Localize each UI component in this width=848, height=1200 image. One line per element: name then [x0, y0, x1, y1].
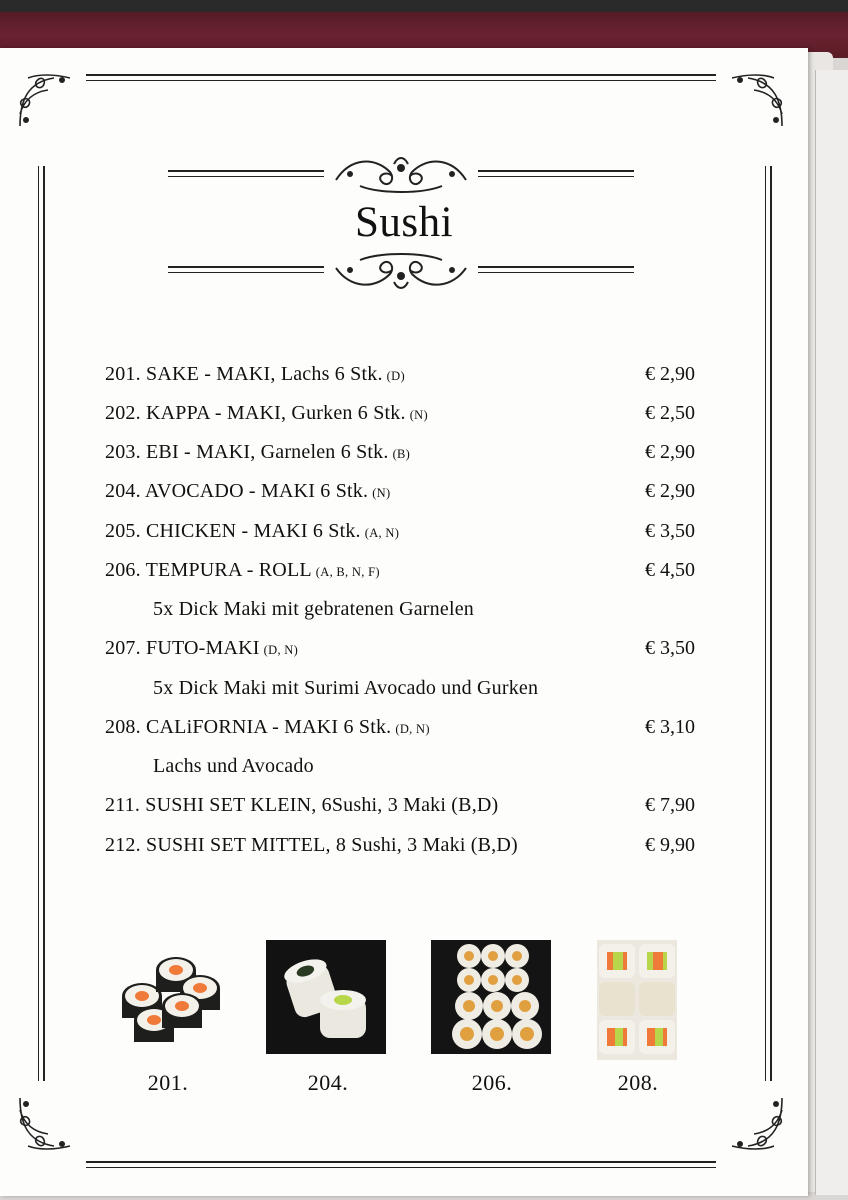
menu-item: [105, 520, 695, 550]
page-edge: [815, 70, 848, 1195]
item-allergens: (D, N): [395, 722, 430, 736]
menu-page: [0, 48, 808, 1196]
title-rule: [168, 266, 324, 273]
frame-left-rule: [38, 166, 45, 1081]
item-name: 208. CALiFORNIA - MAKI 6 Stk.: [105, 716, 392, 738]
menu-item: [105, 834, 695, 864]
item-name: 212. SUSHI SET MITTEL, 8 Sushi, 3 Maki (B,D): [105, 834, 518, 856]
menu-item-description: [105, 598, 695, 628]
flourish-icon: [330, 248, 472, 294]
item-allergens: (N): [409, 408, 428, 422]
menu-item: [105, 480, 695, 510]
menu-item: [105, 716, 695, 746]
photo-label: 208.: [617, 1070, 659, 1095]
item-allergens: (N): [372, 486, 391, 500]
item-price: € 2,50: [645, 402, 695, 424]
menu-item-description: [105, 755, 695, 785]
item-price: € 2,90: [645, 480, 695, 502]
title-rule: [478, 266, 634, 273]
frame-right-rule: [765, 166, 772, 1081]
menu-item: [105, 441, 695, 471]
corner-ornament-icon: [726, 1092, 788, 1154]
item-name: 201. SAKE - MAKI, Lachs 6 Stk.: [105, 363, 383, 385]
item-name: 206. TEMPURA - ROLL: [105, 559, 312, 581]
menu-item: [105, 363, 695, 393]
item-name: 205. CHICKEN - MAKI 6 Stk.: [105, 520, 361, 542]
photo-label: 204.: [307, 1070, 349, 1095]
item-name: 204. AVOCADO - MAKI 6 Stk.: [105, 480, 369, 502]
avocado-maki-photo: [266, 940, 386, 1054]
flourish-icon: [330, 150, 472, 196]
title-rule: [478, 170, 634, 177]
item-description: 5x Dick Maki mit gebratenen Garnelen: [153, 598, 474, 620]
item-name: 203. EBI - MAKI, Garnelen 6 Stk.: [105, 441, 389, 463]
item-allergens: (A, B, N, F): [315, 565, 380, 579]
item-description: 5x Dick Maki mit Surimi Avocado und Gurken: [153, 677, 539, 699]
corner-ornament-icon: [14, 70, 76, 132]
menu-item: [105, 402, 695, 432]
menu-item: [105, 794, 695, 824]
item-price: € 3,10: [645, 716, 695, 738]
title-rule: [168, 170, 324, 177]
menu-item: [105, 559, 695, 589]
item-name: 211. SUSHI SET KLEIN, 6Sushi, 3 Maki (B,D): [105, 794, 499, 816]
item-name: 207. FUTO-MAKI: [105, 637, 260, 659]
item-price: € 3,50: [645, 520, 695, 542]
california-maki-photo: [597, 940, 677, 1060]
item-name: 202. KAPPA - MAKI, Gurken 6 Stk.: [105, 402, 406, 424]
item-allergens: (D): [386, 369, 405, 383]
corner-ornament-icon: [726, 70, 788, 132]
corner-ornament-icon: [14, 1092, 76, 1154]
item-price: € 2,90: [645, 441, 695, 463]
frame-bottom-rule: [86, 1161, 716, 1168]
item-description: Lachs und Avocado: [153, 755, 314, 777]
item-allergens: (D, N): [263, 643, 299, 657]
item-price: € 7,90: [645, 794, 695, 816]
salmon-maki-photo: [110, 940, 226, 1050]
item-price: € 2,90: [645, 363, 695, 385]
photo-label: 206.: [471, 1070, 513, 1095]
item-price: € 9,90: [645, 834, 695, 856]
item-allergens: (A, N): [364, 526, 400, 540]
menu-item: [105, 637, 695, 667]
item-price: € 3,50: [645, 637, 695, 659]
photo-label: 201.: [147, 1070, 189, 1095]
frame-top-rule: [86, 74, 716, 81]
item-allergens: (B): [392, 447, 411, 461]
tempura-roll-photo: [431, 940, 551, 1054]
menu-item-description: [105, 677, 695, 707]
item-price: € 4,50: [645, 559, 695, 581]
page-title: Sushi: [354, 199, 454, 246]
